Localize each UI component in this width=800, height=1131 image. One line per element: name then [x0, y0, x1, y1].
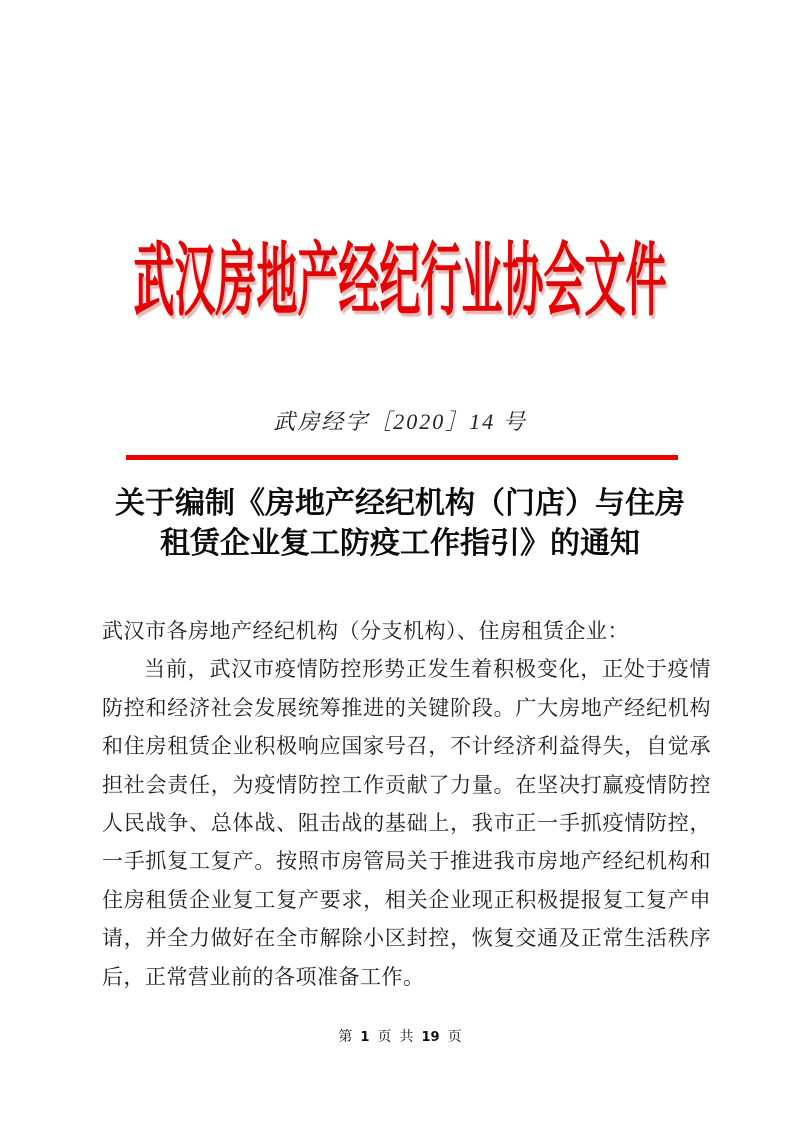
notice-title-line1: 关于编制《房地产经纪机构（门店）与住房 [115, 487, 685, 520]
footer-page-number: 1 [360, 1030, 370, 1045]
red-divider-line [126, 455, 678, 460]
footer-total-pages: 19 [421, 1030, 440, 1045]
salutation-line: 武汉市各房地产经纪机构（分支机构）、住房租赁企业： [102, 619, 629, 643]
footer-label-di: 第 [338, 1030, 353, 1045]
agency-letterhead [0, 235, 800, 325]
letterhead-text: 武汉房地产经纪行业协会文件 [133, 235, 667, 325]
notice-title-line2: 租赁企业复工防疫工作指引》的通知 [160, 527, 640, 560]
body-paragraph: 当前，武汉市疫情防控形势正发生着积极变化，正处于疫情防控和经济社会发展统筹推进的关键阶段。广大房地产经纪机构和住房租赁企业积极响应国家号召，不计经济利益得失，自觉承担社会责任，为疫情防控工作贡献了力量。在坚决打赢疫情防控人民战争、总体战、阻击战的基础上，我市正一手抓疫情防控，一手抓复工复产。按照市房管局关于推进我市房地产经纪机构和住房租赁企业复工复产要求，相关企业现正积极提报复工复产申请，并全力做好在全市解除小区封控，恢复交通及正常生活秩序后，正常营业前的各项准备工作。 [102, 657, 711, 989]
footer-label-gong: 共 [399, 1030, 414, 1045]
footer-label-ye2: 页 [447, 1030, 462, 1045]
notice-title [0, 484, 800, 564]
document-body [102, 612, 711, 996]
footer-label-ye1: 页 [377, 1030, 392, 1045]
document-number: 武房经字［2020］14 号 [273, 409, 527, 434]
page-footer [0, 1026, 800, 1046]
